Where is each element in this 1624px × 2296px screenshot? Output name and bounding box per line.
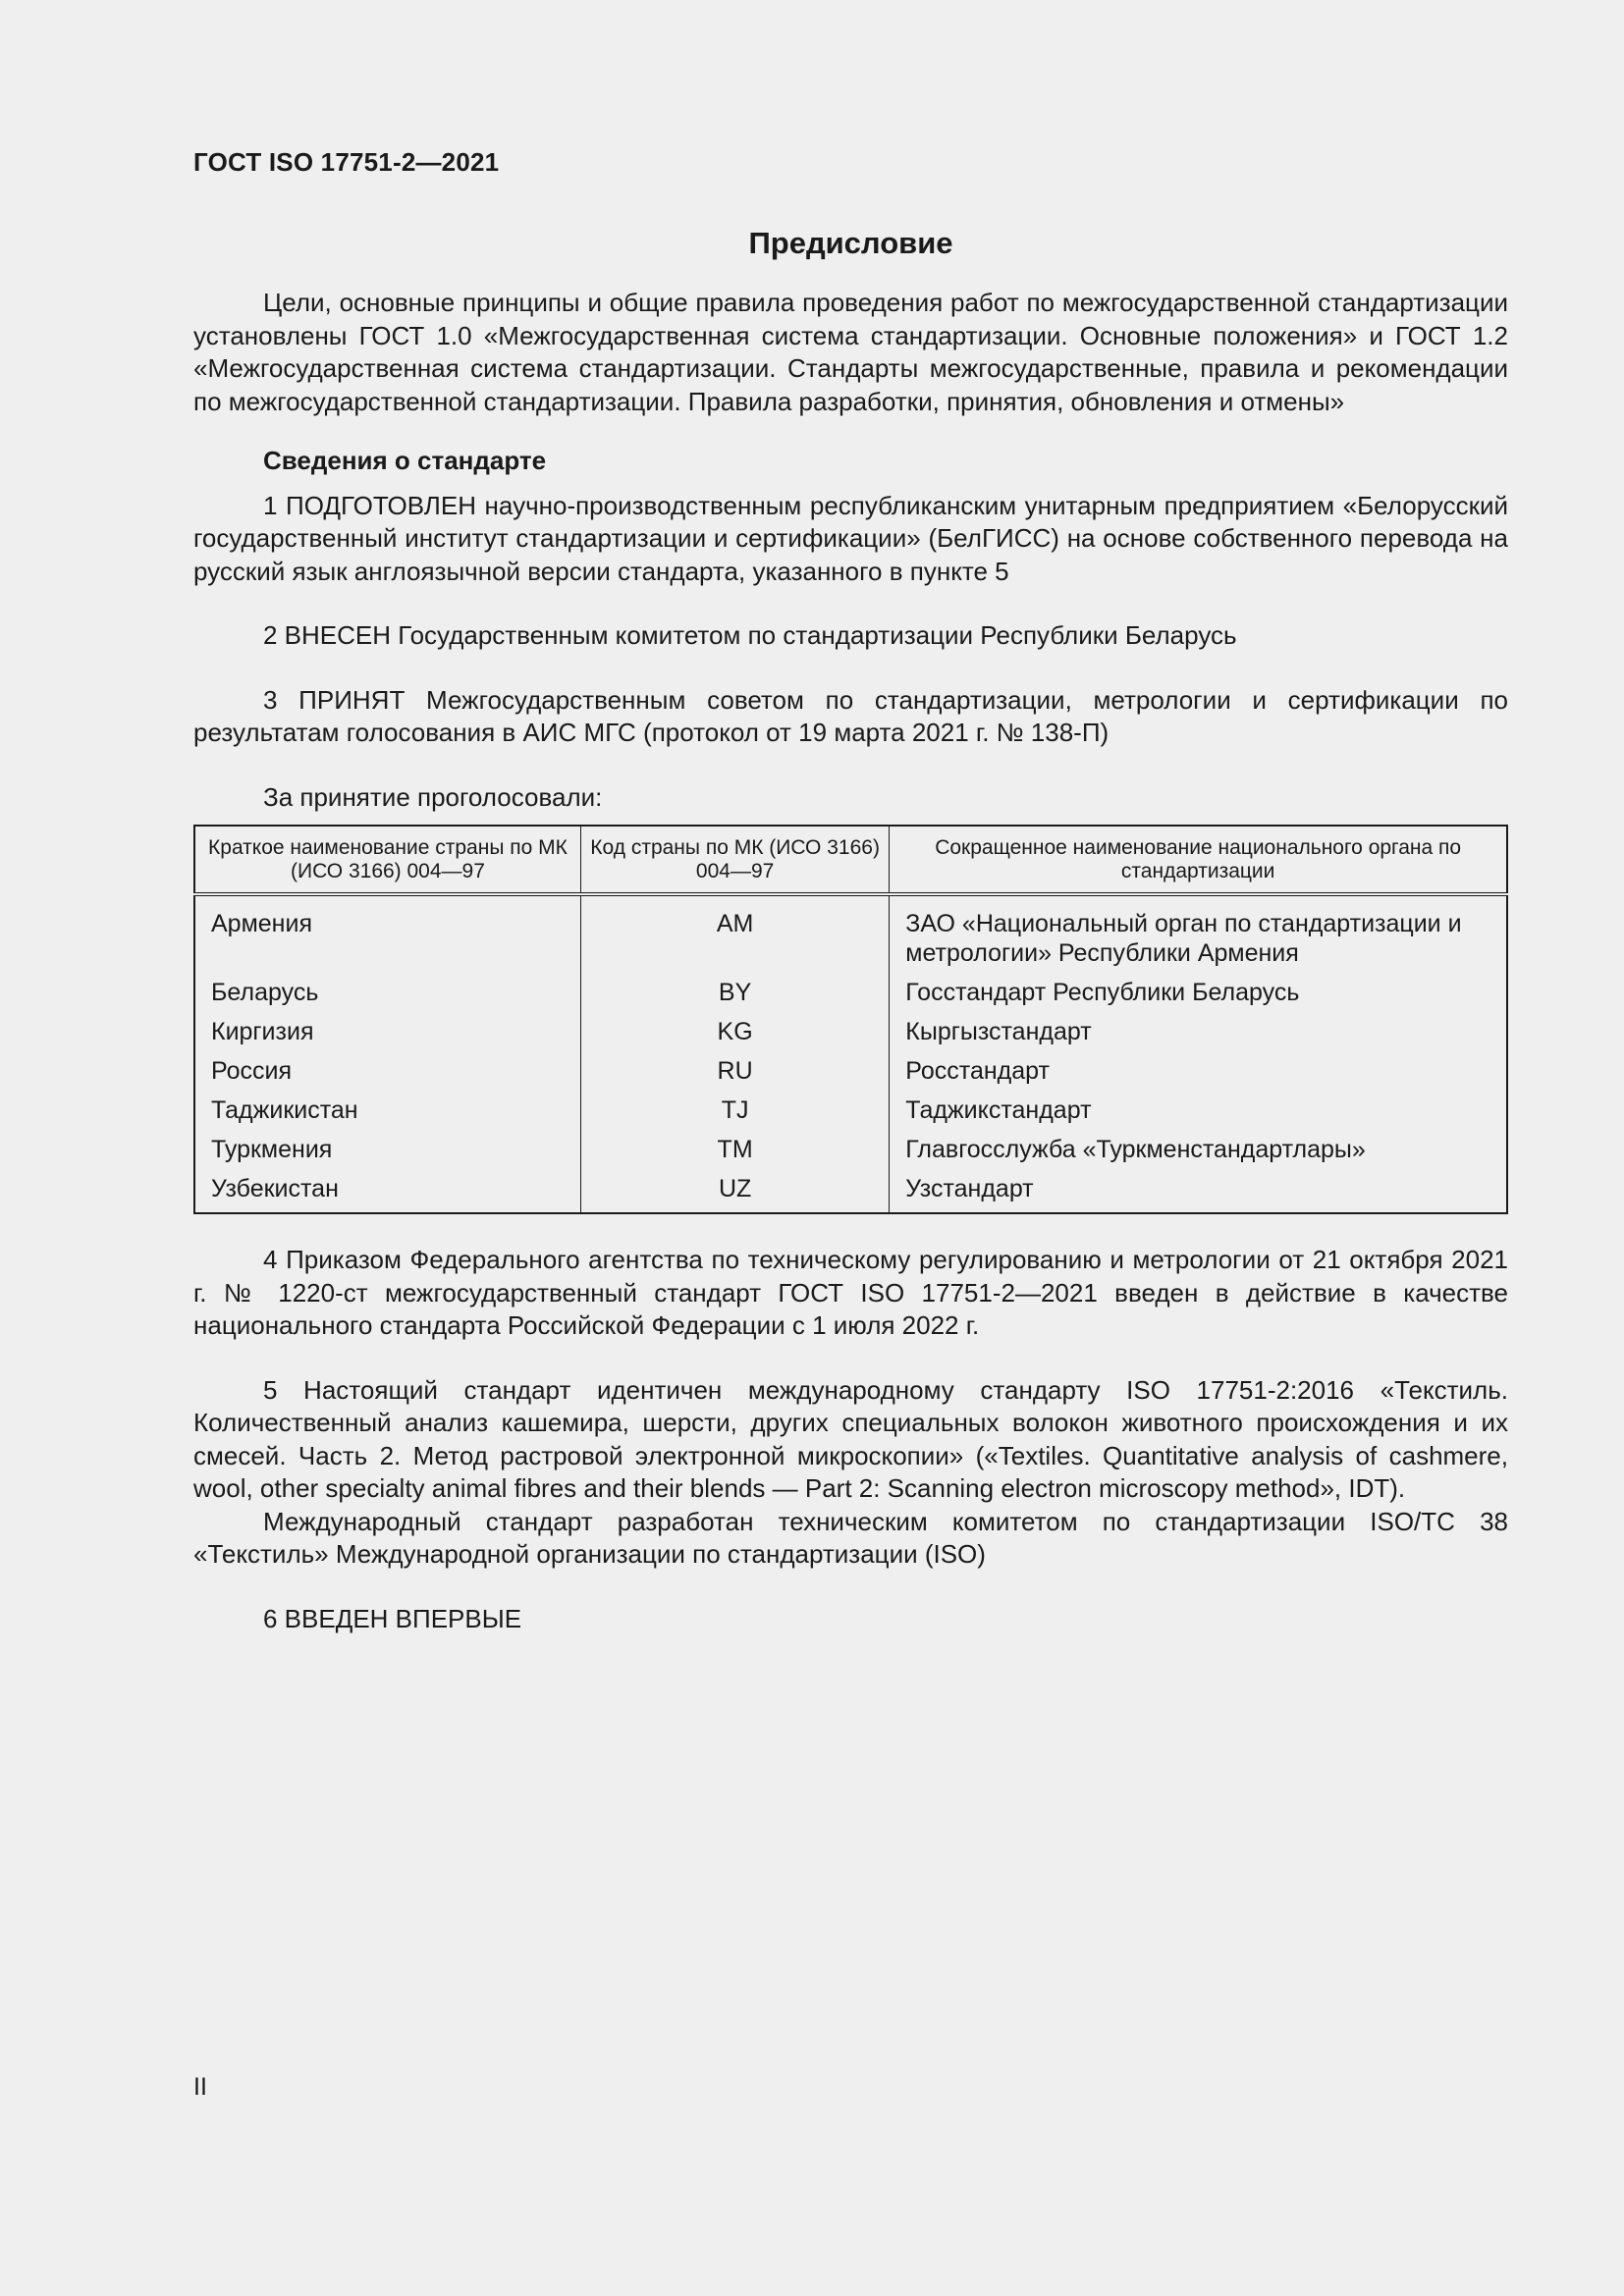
table-cell-code: TM (580, 1129, 889, 1168)
table-cell-country: Туркмения (211, 1136, 333, 1163)
voters-table (193, 825, 1508, 1214)
table-cell-country: Беларусь (211, 979, 319, 1006)
table-row (194, 894, 1507, 972)
table-cell-country: Узбекистан (211, 1175, 339, 1202)
item-1-paragraph: 1 ПОДГОТОВЛЕН научно-производственным республиканским унитарным предприятием «Белорусский государственный институт стандартизации и сертификации» (БелГИСС) на основе собственного перевода на русский язык англоязычной версии стандарта, указанного в пункте 5 (193, 490, 1508, 586)
intro-paragraph: Цели, основные принципы и общие правила проведения работ по межгосударственной стандартизации установлены ГОСТ 1.0 «Межгосударственная система стандартизации. Основные положения» и ГОСТ 1.2 «Межгосударственная система стандартизации. Стандарты межгосударственные, правила и рекомендации по межгосударственной стандартизации. Правила разработки, принятия, обновления и отмены» (193, 288, 1508, 416)
table-cell-code: BY (580, 972, 889, 1011)
table-row (194, 1090, 1507, 1129)
table-cell-body: Госстандарт Республики Беларусь (890, 972, 1507, 1011)
table-header-code: Код страны по МК (ИСО 3166) 004—97 (580, 826, 889, 894)
table-cell-body: Кыргызстандарт (890, 1011, 1507, 1050)
page-title: Предисловие (748, 226, 953, 260)
section-subheading: Сведения о стандарте (263, 446, 547, 475)
table-cell-code: UZ (580, 1168, 889, 1213)
table-cell-code: RU (580, 1050, 889, 1090)
table-cell-code: AM (580, 894, 889, 972)
table-cell-code: KG (580, 1011, 889, 1050)
vote-label: За принятие проголосовали: (263, 781, 603, 812)
table-cell-body: Главгосслужба «Туркменстандартлары» (890, 1129, 1507, 1168)
table-cell-country: Киргизия (211, 1018, 314, 1045)
document-code-header: ГОСТ ISO 17751-2—2021 (193, 147, 500, 177)
table-row (194, 1050, 1507, 1090)
table-row (194, 1129, 1507, 1168)
table-row (194, 972, 1507, 1011)
table-cell-body: ЗАО «Национальный орган по стандартизации и метрологии» Республики Армения (890, 894, 1507, 972)
table-header-country: Краткое наименование страны по МК (ИСО 3166) 004—97 (194, 826, 580, 894)
item-5-continuation-paragraph: Международный стандарт разработан техническим комитетом по стандартизации ISO/TC 38 «Текстиль» Международной организации по стандартизации (ISO) (193, 1506, 1508, 1569)
table-row (194, 1168, 1507, 1213)
item-6-paragraph: 6 ВВЕДЕН ВПЕРВЫЕ (263, 1603, 522, 1633)
table-header-body: Сокращенное наименование национального органа по стандартизации (890, 826, 1507, 894)
table-cell-body: Таджикстандарт (890, 1090, 1507, 1129)
table-cell-body: Росстандарт (890, 1050, 1507, 1090)
page-content (193, 222, 1508, 1635)
table-cell-country: Россия (211, 1057, 292, 1085)
item-4-paragraph: 4 Приказом Федерального агентства по техническому регулированию и метрологии от 21 октября 2021 г. № 1220-ст межгосударственный стандарт ГОСТ ISO 17751-2—2021 введен в действие в качестве национального стандарта Российской Федерации с 1 июля 2022 г. (193, 1245, 1508, 1340)
table-header-row (194, 826, 1507, 894)
table-cell-body: Узстандарт (890, 1168, 1507, 1213)
table-row (194, 1011, 1507, 1050)
table-cell-country: Таджикистан (211, 1096, 358, 1124)
item-3-paragraph: 3 ПРИНЯТ Межгосударственным советом по стандартизации, метрологии и сертификации по результатам голосования в АИС МГС (протокол от 19 марта 2021 г. № 138-П) (193, 684, 1508, 747)
table-cell-country: Армения (211, 910, 312, 937)
item-2-paragraph: 2 ВНЕСЕН Государственным комитетом по стандартизации Республики Беларусь (263, 620, 1237, 650)
table-cell-code: TJ (580, 1090, 889, 1129)
page-number: II (193, 2073, 207, 2101)
item-5-paragraph: 5 Настоящий стандарт идентичен международному стандарту ISO 17751-2:2016 «Текстиль. Количественный анализ кашемира, шерсти, других специальных волокон животного происхождения и их смесей. Часть 2. Метод растровой электронной микроскопии» («Textiles. Quantitative analysis of cashmere, wool, other specialty animal fibres and their blends — Part 2: Scanning electron microscopy method», IDT). (193, 1374, 1508, 1503)
